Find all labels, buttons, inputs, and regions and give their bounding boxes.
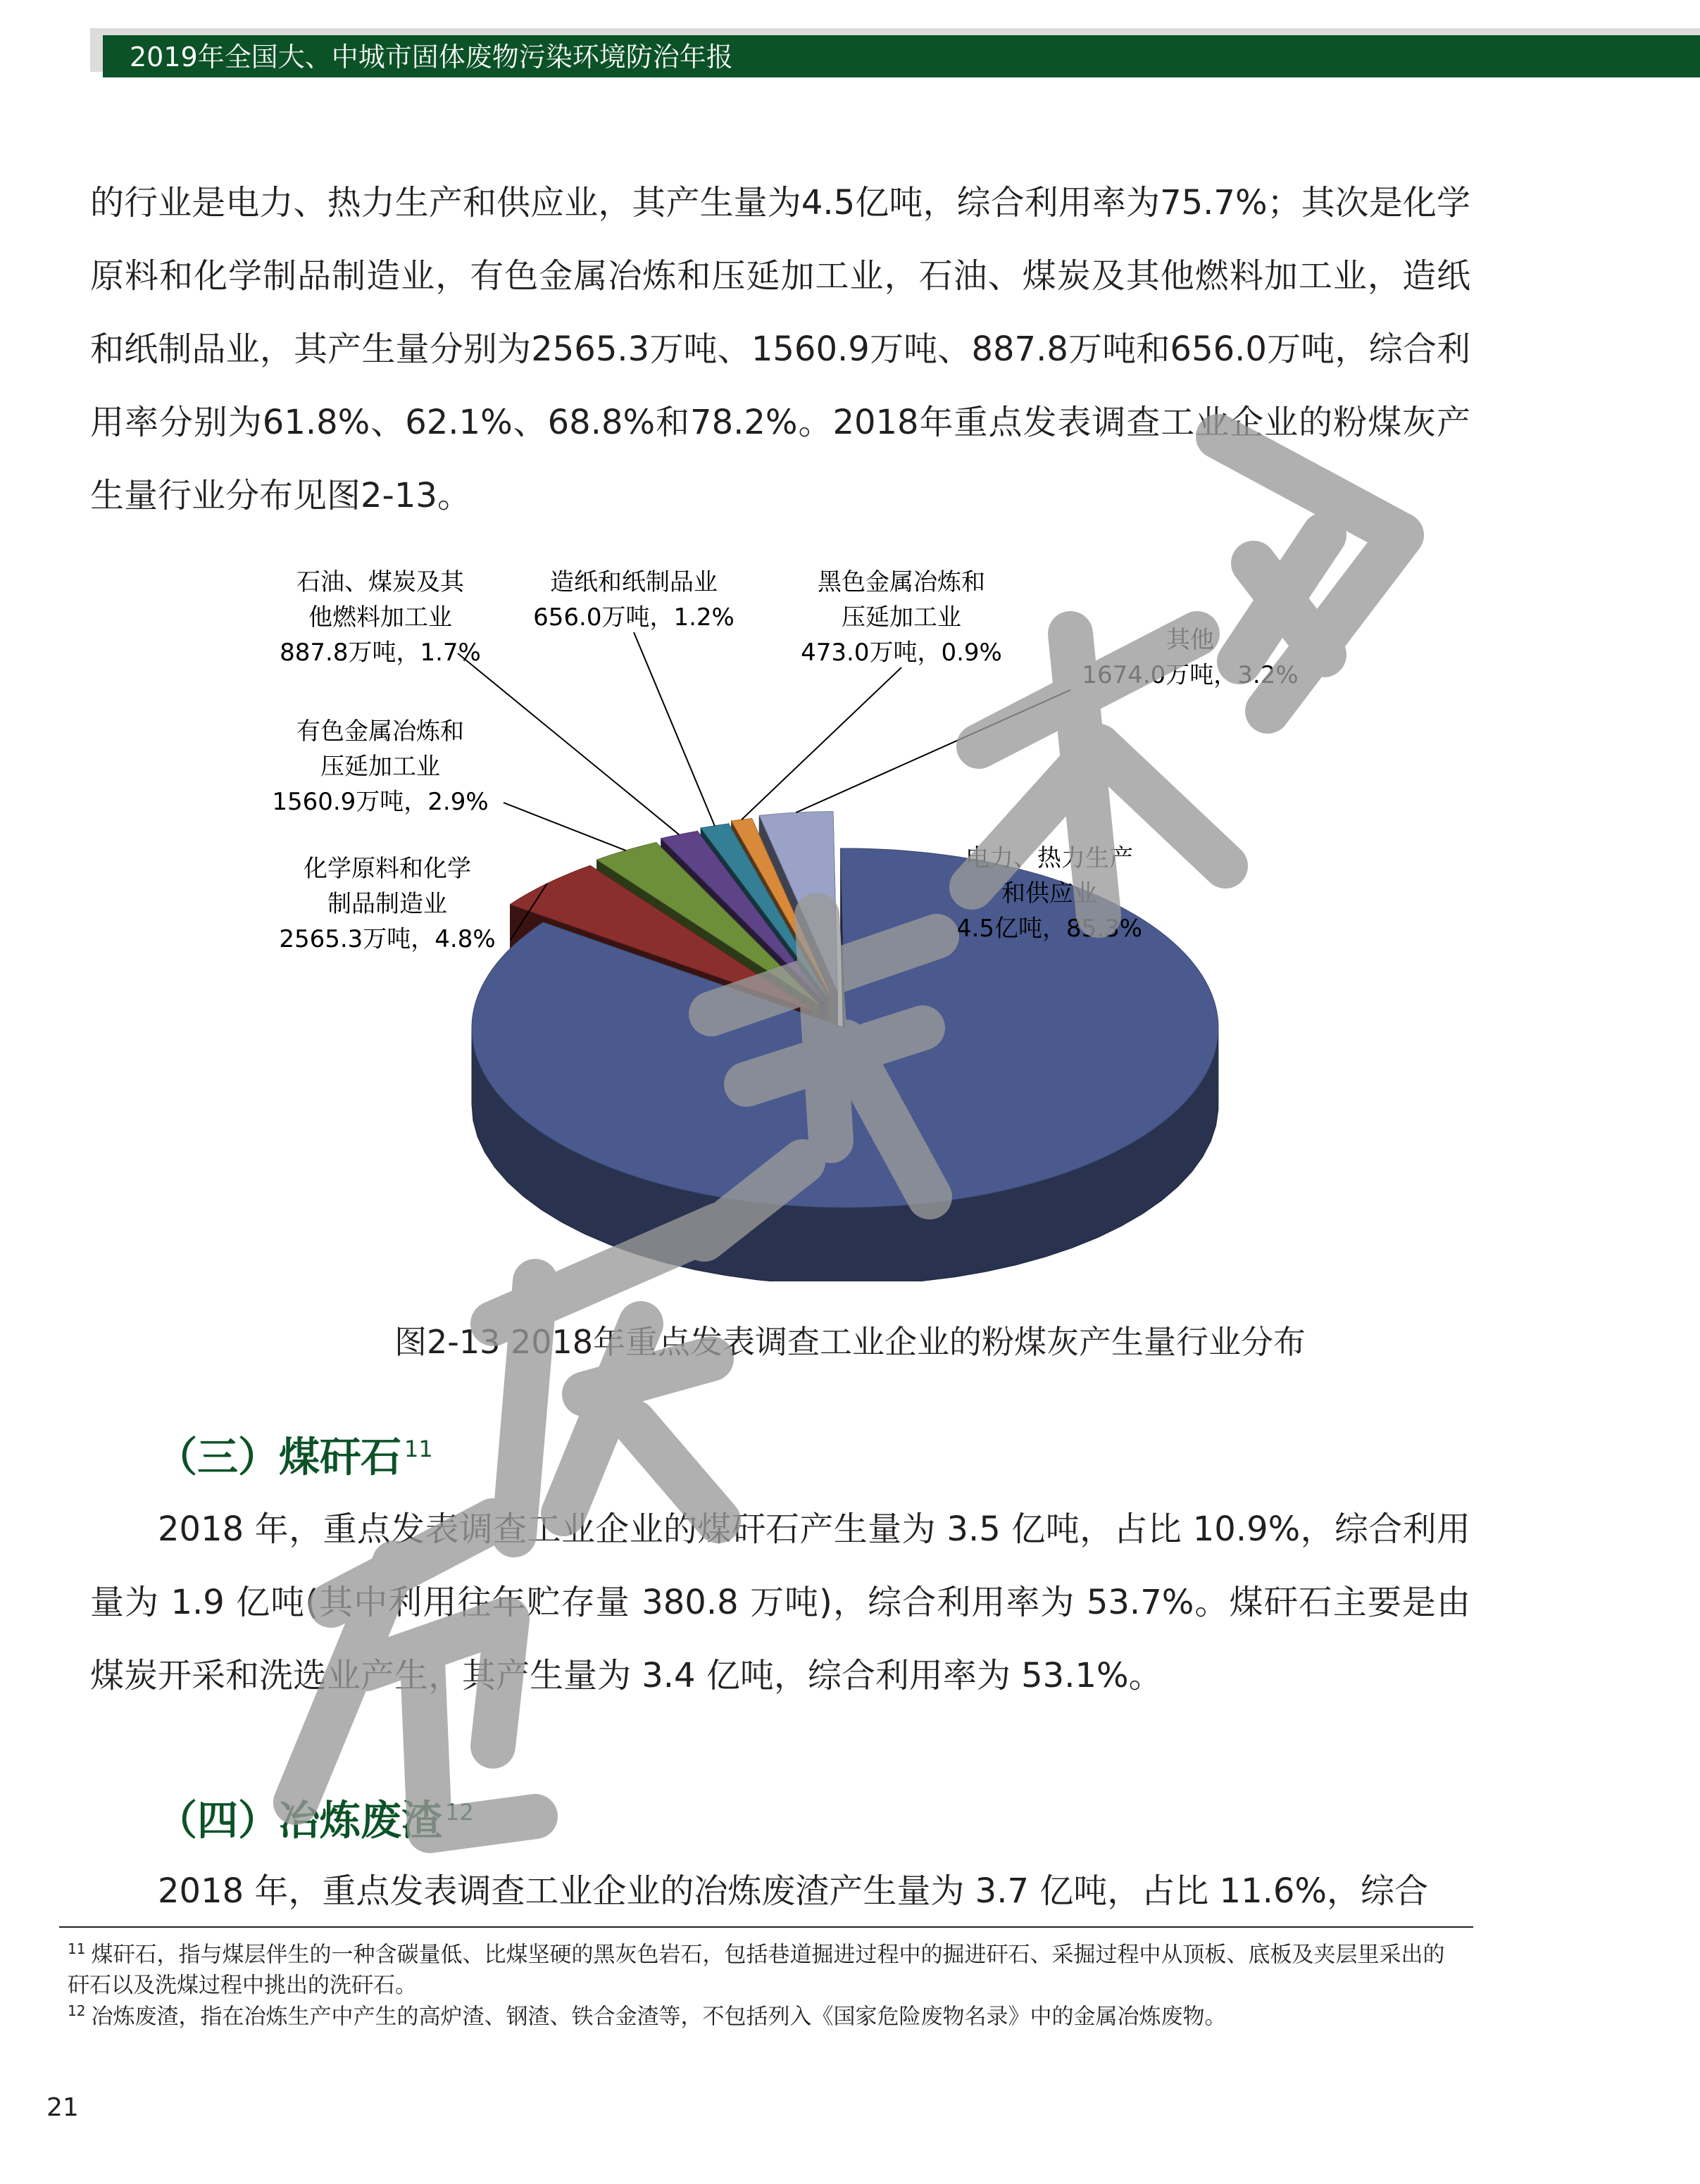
label-line: 887.8万吨，1.7% (280, 639, 481, 667)
label-line: 和供应业 (1001, 879, 1097, 908)
pie-chart (254, 549, 1352, 1281)
figure-caption: 图2-13 2018年重点发表调查工业企业的粉煤灰产生量行业分布 (394, 1323, 1306, 1361)
label-line: 1674.0万吨，3.2% (1082, 661, 1299, 689)
slice-6-label (1082, 626, 1298, 689)
slice-2-leader-line (504, 803, 625, 851)
section-body-smelting-slag: 2018 年，重点发表调查工业企业的冶炼废渣产生量为 3.7 亿吨，占比 11.6%，综合 (158, 1871, 1429, 1911)
slice-5-label (801, 568, 1002, 667)
slice-3-leader-line (458, 653, 679, 834)
label-line: 473.0万吨，0.9% (801, 639, 1002, 667)
label-line: 石油、煤炭及其 (296, 568, 464, 596)
slice-6-leader-line (796, 690, 1070, 812)
slice-3-label (280, 568, 481, 667)
running-header-title: 2019年全国大、中城市固体废物污染环境防治年报 (130, 42, 733, 73)
label-line: 压延加工业 (320, 753, 440, 781)
label-line: 其他 (1166, 626, 1214, 654)
footnote-text: 冶炼废渣，指在冶炼生产中产生的高炉渣、钢渣、铁合金渣等，不包括列入《国家危险废物名录》中的金属冶炼废物。 (91, 2004, 1227, 2030)
slice-2-label (272, 717, 488, 816)
label-line: 制品制造业 (327, 890, 447, 918)
label-line: 压延加工业 (842, 603, 961, 632)
slice-1-label (279, 855, 495, 953)
section-heading-smelting-slag (156, 1787, 474, 1845)
label-line: 黑色金属冶炼和 (818, 568, 985, 596)
label-line: 化学原料和化学 (304, 855, 471, 883)
label-line: 他燃料加工业 (308, 603, 452, 632)
label-line: 造纸和纸制品业 (550, 568, 718, 596)
label-line: 1560.9万吨，2.9% (272, 788, 489, 816)
slice-5-leader-line (742, 667, 901, 820)
footnote-number: 12 (68, 2002, 86, 2019)
slice-4-label (533, 568, 735, 632)
section-heading-text: （三）煤矸石 (156, 1433, 402, 1481)
section-body-coal-gangue: 2018 年，重点发表调查工业企业的煤矸石产生量为 3.5 亿吨，占比 10.9%，综合利用量为 1.9 亿吨(其中利用往年贮存量 380.8 万吨)，综合利用率为 53.7%。煤矸石主要是由煤炭开采和洗选业产生，其产生量为 3.4 亿吨，综合利用率为 53.1%。 (90, 1510, 1470, 1695)
footnote-number: 11 (68, 1940, 86, 1957)
footnote-text: 煤矸石，指与煤层伴生的一种含碳量低、比煤坚硬的黑灰色岩石，包括巷道掘进过程中的掘进矸石、采掘过程中从顶板、底板及夹层里采出的矸石以及洗煤过程中挑出的洗矸石。 (68, 1942, 1445, 1999)
label-line: 2565.3万吨，4.8% (279, 925, 496, 953)
pie-slices (472, 812, 1218, 1281)
intro-paragraph: 的行业是电力、热力生产和供应业，其产生量为4.5亿吨，综合利用率为75.7%；其次是化学原料和化学制品制造业，有色金属冶炼和压延加工业，石油、煤炭及其他燃料加工业，造纸和纸制品业，其产生量分别为2565.3万吨、1560.9万吨、887.8万吨和656.0万吨，综合利用率分别为61.8%、62.1%、68.8%和78.2%。2018年重点发表调查工业企业的粉煤灰产生量行业分布见图2-13。 (90, 183, 1470, 515)
label-line: 4.5亿吨，85.3% (956, 915, 1143, 943)
label-line: 有色金属冶炼和 (296, 717, 464, 746)
slice-4-leader-line (634, 632, 715, 826)
section-heading-coal-gangue (156, 1424, 433, 1482)
footnote-11 (68, 1933, 1462, 2001)
label-line: 656.0万吨，1.2% (533, 603, 735, 632)
section-heading-text: （四）冶炼废渣 (156, 1796, 443, 1845)
label-line: 电力、热力生产 (965, 844, 1133, 872)
page-number: 21 (46, 2093, 79, 2122)
footnote-12 (68, 1995, 1462, 2032)
footnote-ref-11[interactable]: 11 (404, 1436, 433, 1462)
footnote-divider (59, 1926, 1473, 1928)
footnote-ref-12[interactable]: 12 (445, 1799, 474, 1826)
